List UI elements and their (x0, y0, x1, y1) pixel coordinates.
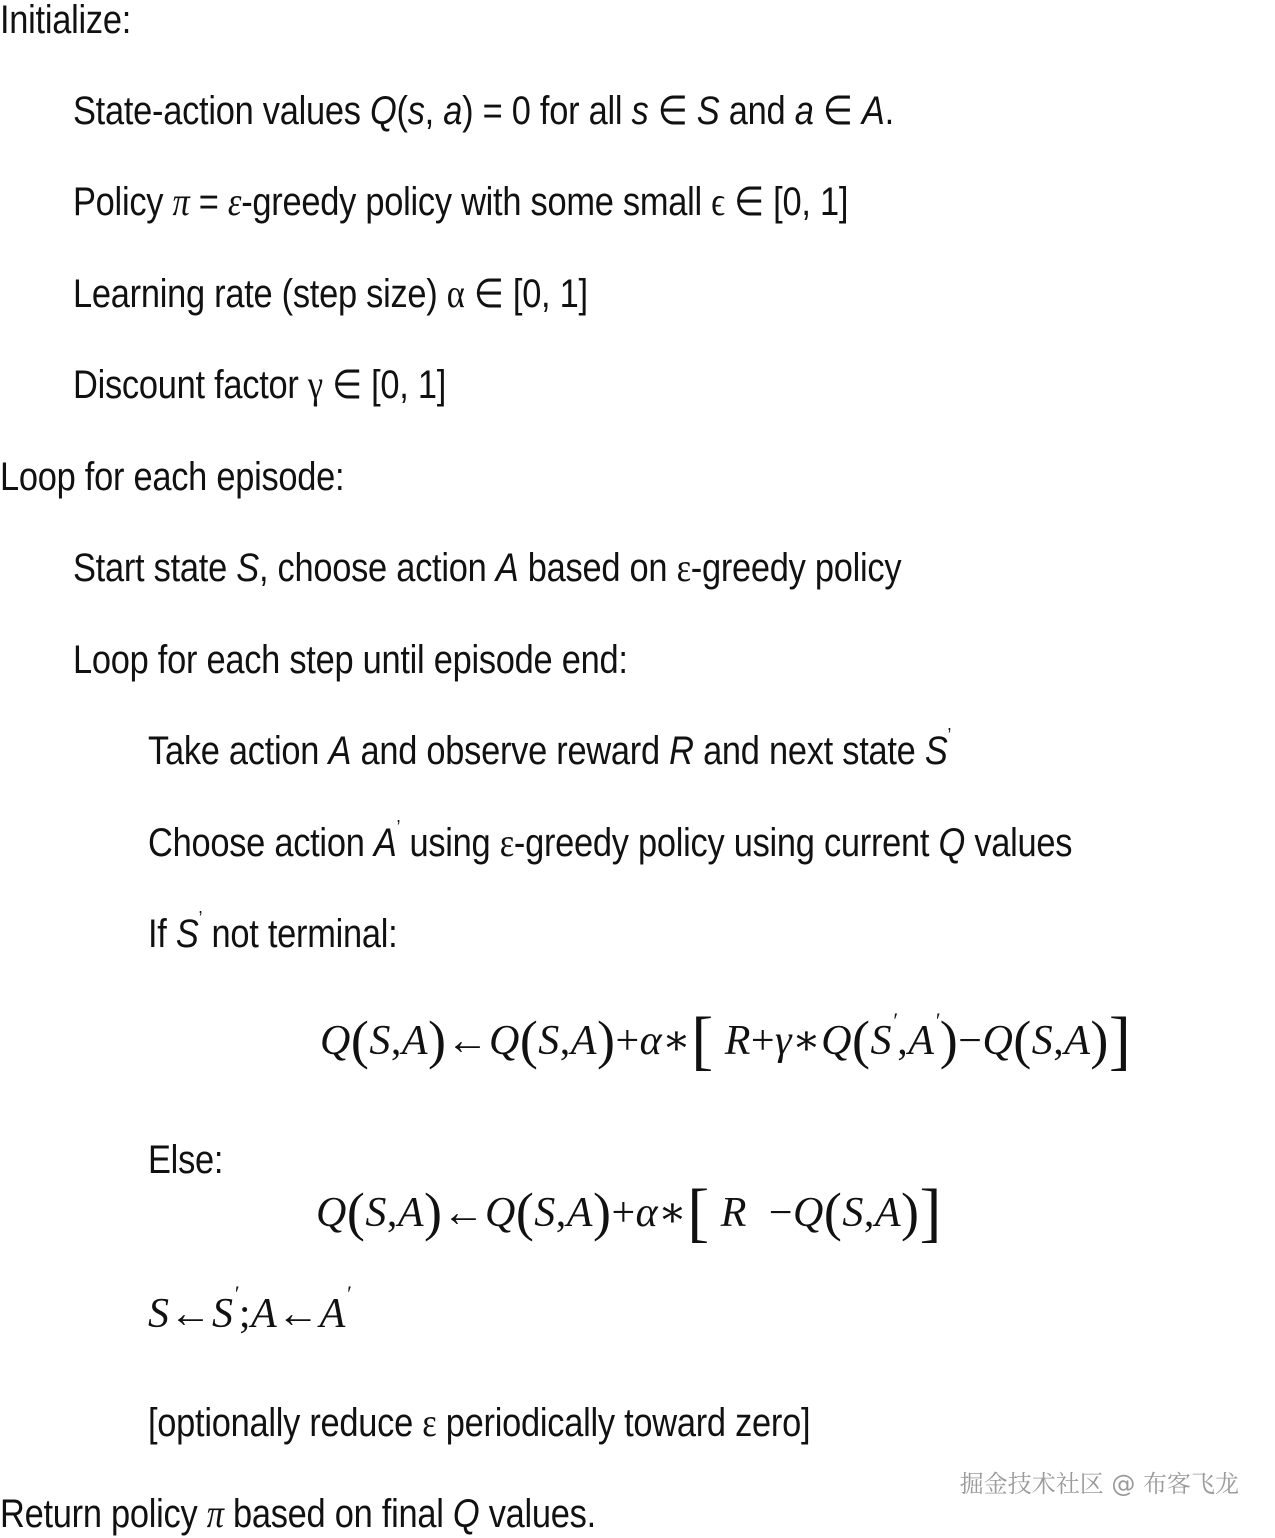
state-action-values-line: State-action values Q(s, a) = 0 for all s ∈ S and a ∈ A. (73, 89, 894, 133)
take-action-line: Take action A and observe reward R and next state S’ (148, 725, 952, 773)
state-action-assignment: S←S′;A←A′ (148, 1281, 352, 1337)
q-update-equation-terminal: Q(S,A)←Q(S,A)+α∗[ R −Q(S,A)] (316, 1176, 942, 1249)
loop-episode-heading: Loop for each episode: (0, 455, 345, 499)
learning-rate-line: Learning rate (step size) α ∈ [0, 1] (73, 271, 588, 316)
return-policy-line: Return policy π based on final Q values. (0, 1491, 596, 1536)
initialize-heading: Initialize: (0, 0, 132, 42)
policy-line: Policy π = ε-greedy policy with some small ϵ ∈ [0, 1] (73, 179, 849, 224)
if-not-terminal-line: If S’ not terminal: (148, 908, 398, 956)
discount-factor-line: Discount factor γ ∈ [0, 1] (73, 362, 447, 407)
loop-step-heading: Loop for each step until episode end: (73, 638, 628, 682)
watermark: 掘金技术社区 @ 布客飞龙 (959, 1470, 1239, 1498)
else-line: Else: (148, 1138, 224, 1182)
reduce-epsilon-line: [optionally reduce ε periodically toward zero] (148, 1400, 811, 1445)
choose-action-line: Choose action A’ using ε-greedy policy using current Q values (148, 817, 1073, 865)
q-update-equation-nonterminal: Q(S,A)←Q(S,A)+α∗[ R+γ∗Q(S′,A′)−Q(S,A)] (320, 1004, 1132, 1077)
start-state-line: Start state S, choose action A based on ε-greedy policy (73, 545, 902, 590)
